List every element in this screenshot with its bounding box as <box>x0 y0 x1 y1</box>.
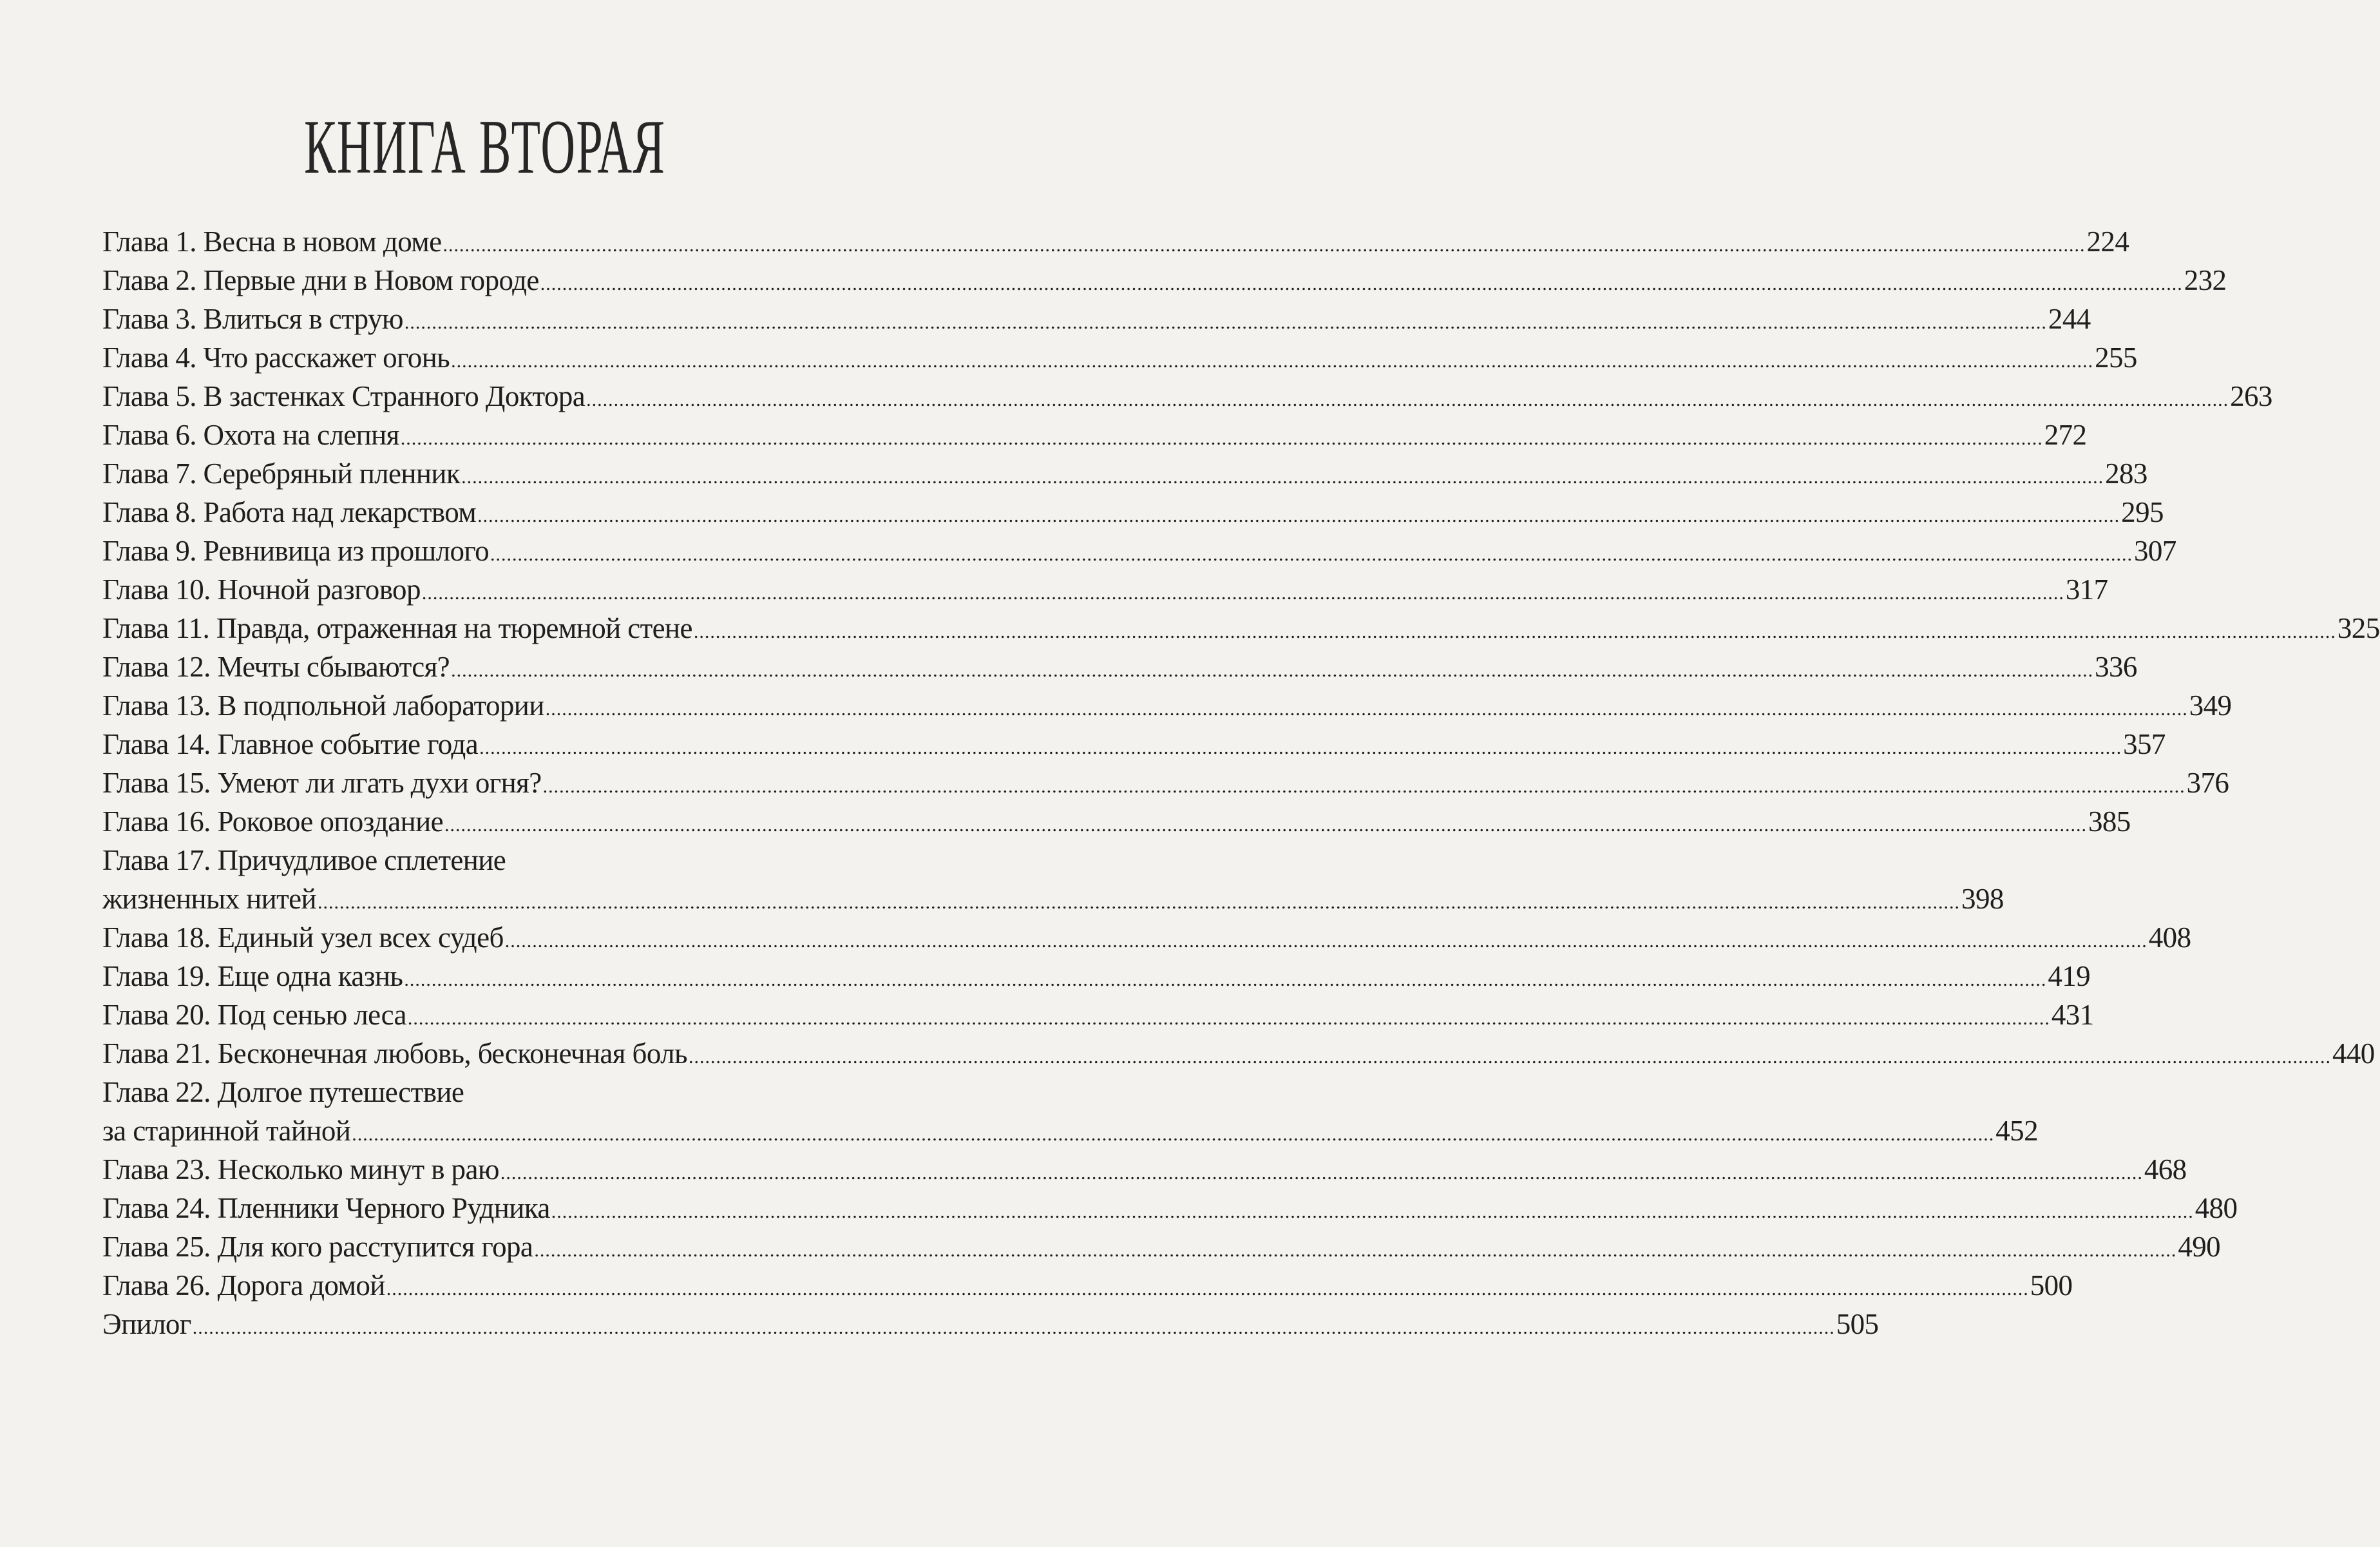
entry-page-number: 490 <box>2178 1231 2221 1263</box>
entry-title: Глава 19. Еще одна казнь <box>102 960 403 992</box>
entry-page-number: 398 <box>1961 883 2004 915</box>
entry-page-number: 500 <box>2030 1269 2073 1302</box>
entry-title: Глава 15. Умеют ли лгать духи огня? <box>102 767 542 799</box>
entry-page-number: 244 <box>2048 303 2091 335</box>
toc-entry <box>102 377 2272 416</box>
dot-leader: ............................................................................................................................................................................................................................................................................................................ <box>443 235 2086 256</box>
toc-entry <box>102 1150 2187 1189</box>
entry-title: Глава 22. Долгое путешествие <box>102 1076 464 1108</box>
dot-leader: ............................................................................................................................................................................................................................................................................................................ <box>192 1317 1835 1338</box>
entry-title: Глава 8. Работа над лекарством <box>102 496 477 528</box>
toc-entry <box>102 648 2137 686</box>
entry-page-number: 349 <box>2189 689 2232 722</box>
dot-leader: ............................................................................................................................................................................................................................................................................................................ <box>545 698 2188 720</box>
dot-leader: ............................................................................................................................................................................................................................................................................................................ <box>500 1162 2143 1184</box>
dot-leader: ............................................................................................................................................................................................................................................................................................................ <box>504 930 2147 952</box>
entry-title: Глава 2. Первые дни в Новом городе <box>102 264 539 296</box>
entry-title: Глава 11. Правда, отраженная на тюремной стене <box>102 612 692 644</box>
entry-page-number: 336 <box>2095 651 2137 683</box>
toc-entry <box>102 532 2176 570</box>
toc-entry <box>102 493 2164 532</box>
dot-leader: ............................................................................................................................................................................................................................................................................................................ <box>540 273 2183 294</box>
dot-leader: ............................................................................................................................................................................................................................................................................................................ <box>451 660 2094 681</box>
entry-title: Глава 10. Ночной разговор <box>102 573 421 606</box>
entry-title: Глава 21. Бесконечная любовь, бесконечная боль <box>102 1037 687 1070</box>
toc-entry <box>102 1111 2038 1150</box>
entry-title: Глава 17. Причудливое сплетение <box>102 844 506 876</box>
entry-title: Глава 14. Главное событие года <box>102 728 479 760</box>
toc-entry <box>102 1189 2238 1227</box>
dot-leader: ............................................................................................................................................................................................................................................................................................................ <box>542 776 2185 797</box>
entry-page-number: 376 <box>2186 767 2229 799</box>
entry-page-number: 468 <box>2144 1153 2187 1186</box>
toc-entry <box>102 957 2091 995</box>
entry-page-number: 255 <box>2095 341 2137 374</box>
entry-page-number: 505 <box>1836 1308 1879 1340</box>
dot-leader: ............................................................................................................................................................................................................................................................................................................ <box>479 737 2122 758</box>
entry-page-number: 272 <box>2044 419 2087 451</box>
entry-title: Эпилог <box>102 1308 191 1340</box>
dot-leader: ............................................................................................................................................................................................................................................................................................................ <box>461 466 2104 488</box>
entry-title: Глава 5. В застенках Странного Доктора <box>102 380 585 412</box>
toc-entry <box>102 686 2232 725</box>
heading-text: КНИГА ВТОРАЯ <box>303 104 666 189</box>
dot-leader: ............................................................................................................................................................................................................................................................................................................ <box>386 1278 2029 1300</box>
entry-title: Глава 16. Роковое опоздание <box>102 805 443 838</box>
dot-leader: ............................................................................................................................................................................................................................................................................................................ <box>477 505 2120 526</box>
entry-title: за старинной тайной <box>102 1115 351 1147</box>
dot-leader: ............................................................................................................................................................................................................................................................................................................ <box>352 1124 1995 1145</box>
dot-leader: ............................................................................................................................................................................................................................................................................................................ <box>318 892 1961 913</box>
toc-entry <box>102 609 2380 648</box>
toc-entry <box>102 261 2227 300</box>
toc-entry-first-line <box>102 1073 928 1111</box>
entry-page-number: 440 <box>2332 1037 2375 1070</box>
entry-page-number: 385 <box>2088 805 2131 838</box>
entry-page-number: 357 <box>2123 728 2166 760</box>
entry-page-number: 408 <box>2148 921 2191 954</box>
entry-page-number: 232 <box>2184 264 2227 296</box>
toc-entry <box>102 725 2166 764</box>
dot-leader: ............................................................................................................................................................................................................................................................................................................ <box>421 582 2064 604</box>
dot-leader: ............................................................................................................................................................................................................................................................................................................ <box>534 1240 2177 1261</box>
dot-leader: ............................................................................................................................................................................................................................................................................................................ <box>451 351 2094 372</box>
dot-leader: ............................................................................................................................................................................................................................................................................................................ <box>586 389 2229 410</box>
toc-entry <box>102 764 2229 802</box>
dot-leader: ............................................................................................................................................................................................................................................................................................................ <box>404 312 2047 333</box>
toc-entry <box>102 300 2091 338</box>
entry-title: Глава 3. Влиться в струю <box>102 303 403 335</box>
entry-page-number: 283 <box>2105 457 2147 490</box>
entry-page-number: 263 <box>2230 380 2272 412</box>
dot-leader: ............................................................................................................................................................................................................................................................................................................ <box>693 621 2336 642</box>
entry-page-number: 419 <box>2048 960 2091 992</box>
toc-entry <box>102 1266 2073 1305</box>
entry-page-number: 480 <box>2194 1192 2238 1224</box>
dot-leader: ............................................................................................................................................................................................................................................................................................................ <box>490 544 2133 565</box>
toc-entry <box>102 802 2131 841</box>
entry-title: Глава 20. Под сенью леса <box>102 999 406 1031</box>
entry-page-number: 325 <box>2337 612 2380 644</box>
entry-title: Глава 1. Весна в новом доме <box>102 226 442 258</box>
dot-leader: ............................................................................................................................................................................................................................................................................................................ <box>551 1201 2194 1222</box>
table-of-contents <box>102 222 2380 1343</box>
entry-title: Глава 18. Единый узел всех судеб <box>102 921 504 954</box>
entry-title: Глава 25. Для кого расступится гора <box>102 1231 533 1263</box>
dot-leader: ............................................................................................................................................................................................................................................................................................................ <box>688 1046 2331 1068</box>
book-heading <box>0 104 969 189</box>
toc-entry <box>102 338 2137 377</box>
entry-page-number: 452 <box>1995 1115 2038 1147</box>
dot-leader: ............................................................................................................................................................................................................................................................................................................ <box>400 428 2043 449</box>
entry-page-number: 307 <box>2134 535 2176 567</box>
dot-leader: ............................................................................................................................................................................................................................................................................................................ <box>407 1008 2050 1029</box>
toc-entry <box>102 879 2004 918</box>
toc-entry <box>102 454 2147 493</box>
entry-page-number: 431 <box>2051 999 2094 1031</box>
entry-title: Глава 9. Ревнивица из прошлого <box>102 535 490 567</box>
toc-entry <box>102 1305 1879 1343</box>
dot-leader: ............................................................................................................................................................................................................................................................................................................ <box>404 969 2047 990</box>
entry-title: Глава 6. Охота на слепня <box>102 419 399 451</box>
entry-title: Глава 7. Серебряный пленник <box>102 457 461 490</box>
entry-title: Глава 13. В подпольной лаборатории <box>102 689 544 722</box>
entry-title: Глава 23. Несколько минут в раю <box>102 1153 499 1186</box>
entry-title: Глава 26. Дорога домой <box>102 1269 385 1302</box>
entry-title: Глава 12. Мечты сбываются? <box>102 651 450 683</box>
toc-entry <box>102 995 2094 1034</box>
toc-entry <box>102 918 2191 957</box>
toc-entry <box>102 1034 2375 1073</box>
dot-leader: ............................................................................................................................................................................................................................................................................................................ <box>444 814 2087 836</box>
toc-entry <box>102 570 2108 609</box>
toc-entry <box>102 1227 2221 1266</box>
entry-page-number: 224 <box>2086 226 2129 258</box>
entry-title: Глава 24. Пленники Черного Рудника <box>102 1192 550 1224</box>
toc-entry <box>102 416 2087 454</box>
entry-title: Глава 4. Что расскажет огонь <box>102 341 450 374</box>
toc-entry <box>102 222 2129 261</box>
toc-entry-first-line <box>102 841 928 879</box>
entry-page-number: 317 <box>2065 573 2108 606</box>
entry-title: жизненных нитей <box>102 883 317 915</box>
entry-page-number: 295 <box>2121 496 2164 528</box>
